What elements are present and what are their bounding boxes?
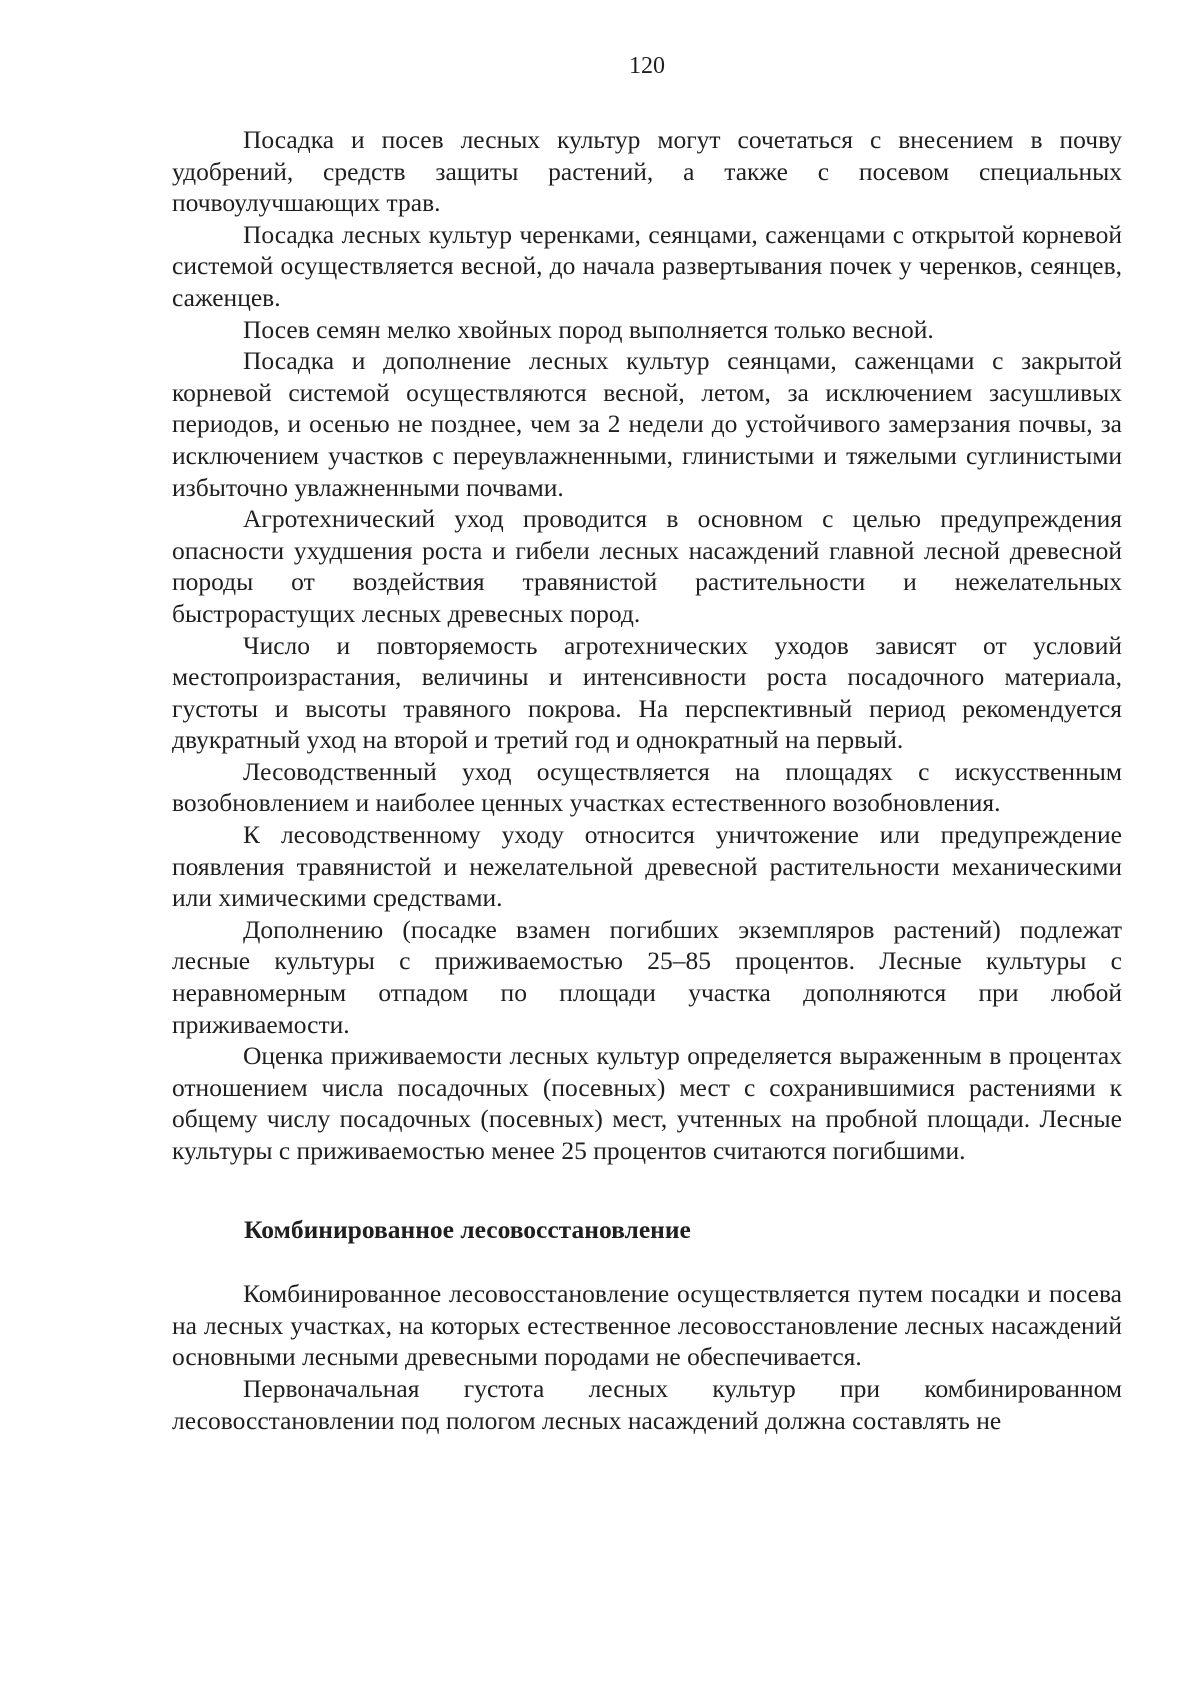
paragraph: Дополнению (посадке взамен погибших экземпляров растений) подлежат лесные культуры с приживаемостью 25–85 процентов. Лесные культуры с неравномерным отпадом по площади участка дополняются при любой приживаемости. [172,914,1122,1039]
paragraph: Агротехнический уход проводится в основном с целью предупреждения опасности ухудшения роста и гибели лесных насаждений главной лесной древесной породы от воздействия травянистой растительности и нежелательных быстрорастущих лесных древесных пород. [172,504,1122,628]
paragraph: Лесоводственный уход осуществляется на площадях с искусственным возобновлением и наиболее ценных участках естественного возобновления. [172,756,1122,818]
paragraph: Комбинированное лесовосстановление осуществляется путем посадки и посева на лесных участках, на которых естественное лесовосстановление лесных насаждений основными лесными древесными породами не обеспечивается. [172,1279,1122,1372]
text-block-after-heading [172,1278,1122,1436]
page-number: 120 [629,53,665,79]
paragraph: Посадка лесных культур черенками, сеянцами, саженцами с открытой корневой системой осуществляется весной, до начала развертывания почек у черенков, сеянцев, саженцев. [172,219,1122,312]
section-heading: Комбинированное лесовосстановление [244,1214,691,1244]
text-block-before-heading [172,124,1122,1167]
document-page [172,52,1122,1436]
paragraph: Посев семян мелко хвойных пород выполняется только весной. [243,314,934,344]
paragraph: Посадка и посев лесных культур могут сочетаться с внесением в почву удобрений, средств защиты растений, а также с посевом специальных почвоулучшающих трав. [172,125,1122,218]
paragraph: К лесоводственному уходу относится уничтожение или предупреждение появления травянистой и нежелательной древесной растительности механическими или химическими средствами. [172,820,1122,913]
paragraph: Посадка и дополнение лесных культур сеянцами, саженцами с закрытой корневой системой осуществляются весной, летом, за исключением засушливых периодов, и осенью не позднее, чем за 2 недели до устойчивого замерзания почвы, за исключением участков с переувлажненными, глинистыми и тяжелыми суглинистыми избыточно увлажненными почвами. [172,346,1122,502]
paragraph: Оценка приживаемости лесных культур определяется выраженным в процентах отношением числа посадочных (посевных) мест с сохранившимися растениями к общему числу посадочных (посевных) мест, учтенных на пробной площади. Лесные культуры с приживаемостью менее 25 процентов считаются погибшими. [172,1041,1122,1165]
paragraph: Число и повторяемость агротехнических уходов зависят от условий местопроизрастания, величины и интенсивности роста посадочного материала, густоты и высоты травяного покрова. На перспективный период рекомендуется двукратный уход на второй и третий год и однократный на первый. [172,630,1122,755]
paragraph: Первоначальная густота лесных культур при комбинированном лесовосстановлении под пологом лесных насаждений должна составлять не [172,1373,1122,1435]
